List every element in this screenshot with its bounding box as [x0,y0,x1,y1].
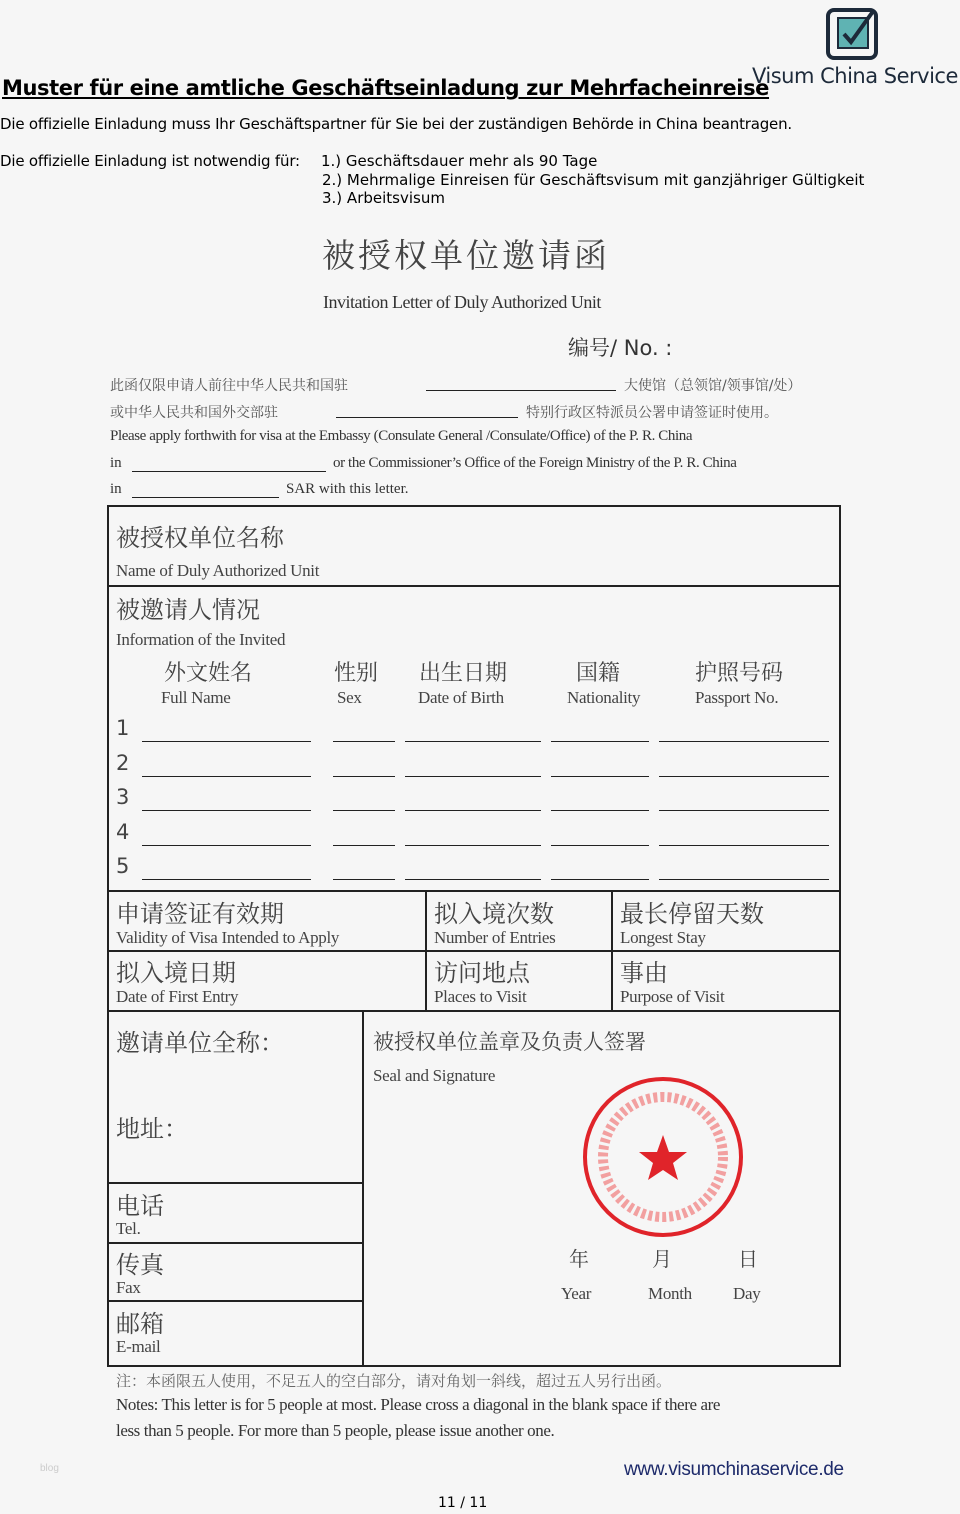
blank-field[interactable] [405,741,541,742]
blank-field[interactable] [333,776,395,777]
blank-field[interactable] [659,879,829,880]
logo-text: Visum China Service [752,64,958,88]
blank-field[interactable] [551,776,649,777]
unit-label-en: Name of Duly Authorized Unit [116,561,320,580]
notes-cn: 注：本函限五人使用，不足五人的空白部分，请对角划一斜线，超过五人另行出函。 [116,1372,672,1390]
row-number: 2 [116,750,130,775]
blank-field[interactable] [405,879,541,880]
letter-number: 编号/ No. : [568,336,673,360]
email-cn: 邮箱 [116,1310,164,1338]
blank-field[interactable] [659,810,829,811]
invited-label-en: Information of the Invited [116,630,286,649]
notes-en-1: Notes: This letter is for 5 people at most. Please cross a diagonal in the blank space if there are [116,1395,721,1414]
address-cn: 地址： [116,1115,188,1143]
paragraph-cn-1a: 此函仅限申请人前往中华人民共和国驻 [110,378,348,394]
col-fullname-cn: 外文姓名 [164,661,253,686]
col-passport-cn: 护照号码 [695,661,784,686]
fax-cn: 传真 [116,1251,164,1279]
paragraph-cn-2b: 特别行政区特派员公署申请签证时使用。 [526,405,778,421]
blank-field[interactable] [333,845,395,846]
blank-field[interactable] [551,810,649,811]
blank-field[interactable] [659,845,829,846]
col-dob-en: Date of Birth [418,688,504,707]
paragraph-en-3b: SAR with this letter. [286,481,409,497]
invited-label-cn: 被邀请人情况 [116,596,260,624]
month-cn: 月 [652,1247,672,1271]
validity-en: Validity of Visa Intended to Apply [116,928,340,947]
blank-field[interactable] [551,879,649,880]
year-en: Year [561,1284,592,1303]
places-en: Places to Visit [434,987,527,1006]
blank-field[interactable] [659,741,829,742]
page-number: 11 / 11 [438,1495,488,1511]
reason-2: 2.) Mehrmalige Einreisen für Geschäftsvisum mit ganzjähriger Gültigkeit [322,171,865,189]
paragraph-en-2b: or the Commissioner’s Office of the Foreign Ministry of the P. R. China [333,455,737,471]
seal-en: Seal and Signature [373,1066,496,1085]
purpose-cn: 事由 [620,959,668,987]
blank-field[interactable] [333,879,395,880]
blank-field[interactable] [405,776,541,777]
row-number: 3 [116,785,130,809]
letter-title-cn: 被授权单位邀请函 [322,236,610,275]
row-number: 5 [116,854,130,878]
page-title: Muster für eine amtliche Geschäftseinladung zur Mehrfacheinreise [2,76,770,100]
reason-1: 1.) Geschäftsdauer mehr als 90 Tage [321,152,598,170]
blank-field[interactable] [333,810,395,811]
col-fullname-en: Full Name [161,688,231,707]
notes-en-2: less than 5 people. For more than 5 people, please issue another one. [116,1421,555,1440]
checkbox-logo-icon [824,4,884,62]
reason-3: 3.) Arbeitsvisum [322,189,445,207]
blank-field[interactable] [142,879,311,880]
first-entry-cn: 拟入境日期 [116,959,236,987]
paragraph-cn-2a: 或中华人民共和国外交部驻 [110,405,278,421]
row-number: 1 [116,716,130,740]
inviter-cn: 邀请单位全称： [116,1029,284,1057]
col-sex-en: Sex [337,688,362,707]
blank-field[interactable] [142,845,311,846]
month-en: Month [648,1284,692,1303]
email-en: E-mail [116,1337,161,1356]
col-nationality-cn: 国籍 [576,661,621,686]
paragraph-en-1: Please apply forthwith for visa at the Embassy (Consulate General /Consulate/Office) of the P. R. China [110,428,693,444]
blank-field[interactable] [333,741,395,742]
stay-cn: 最长停留天数 [620,900,764,928]
tel-cn: 电话 [116,1192,164,1220]
paragraph-cn-1b: 大使馆（总领馆/领事馆/处） [624,378,802,394]
paragraph-en-3a: in [110,481,122,497]
year-cn: 年 [569,1247,589,1271]
col-dob-cn: 出生日期 [419,661,508,686]
intro-text: Die offizielle Einladung muss Ihr Geschäftspartner für Sie bei der zuständigen Behörde in China beantragen. [0,115,792,133]
website-link[interactable]: www.visumchinaservice.de [624,1459,844,1480]
day-en: Day [733,1284,761,1303]
entries-en: Number of Entries [434,928,556,947]
blank-field[interactable] [405,810,541,811]
col-sex-cn: 性别 [334,661,379,686]
stay-en: Longest Stay [620,928,706,947]
blank-field[interactable] [551,845,649,846]
official-stamp-icon [578,1072,748,1242]
unit-label-cn: 被授权单位名称 [116,524,284,552]
letter-title-en: Invitation Letter of Duly Authorized Unit [323,292,601,312]
entries-cn: 拟入境次数 [434,900,554,928]
fax-en: Fax [116,1278,141,1297]
blank-field[interactable] [142,810,311,811]
row-number: 4 [116,819,130,844]
paragraph-en-2a: in [110,455,122,471]
seal-cn: 被授权单位盖章及负责人签署 [373,1030,646,1054]
day-cn: 日 [738,1247,758,1271]
validity-cn: 申请签证有效期 [116,900,284,928]
purpose-en: Purpose of Visit [620,987,725,1006]
logo [750,4,958,92]
blank-field[interactable] [659,776,829,777]
blank-field[interactable] [142,741,311,742]
col-passport-en: Passport No. [695,688,779,707]
places-cn: 访问地点 [434,959,530,987]
blank-field[interactable] [551,741,649,742]
watermark: blog [40,1463,59,1474]
blank-field[interactable] [405,845,541,846]
tel-en: Tel. [116,1219,141,1238]
blank-field[interactable] [142,776,311,777]
first-entry-en: Date of First Entry [116,987,239,1006]
col-nationality-en: Nationality [567,688,641,707]
needed-label: Die offizielle Einladung ist notwendig für: [0,152,300,170]
